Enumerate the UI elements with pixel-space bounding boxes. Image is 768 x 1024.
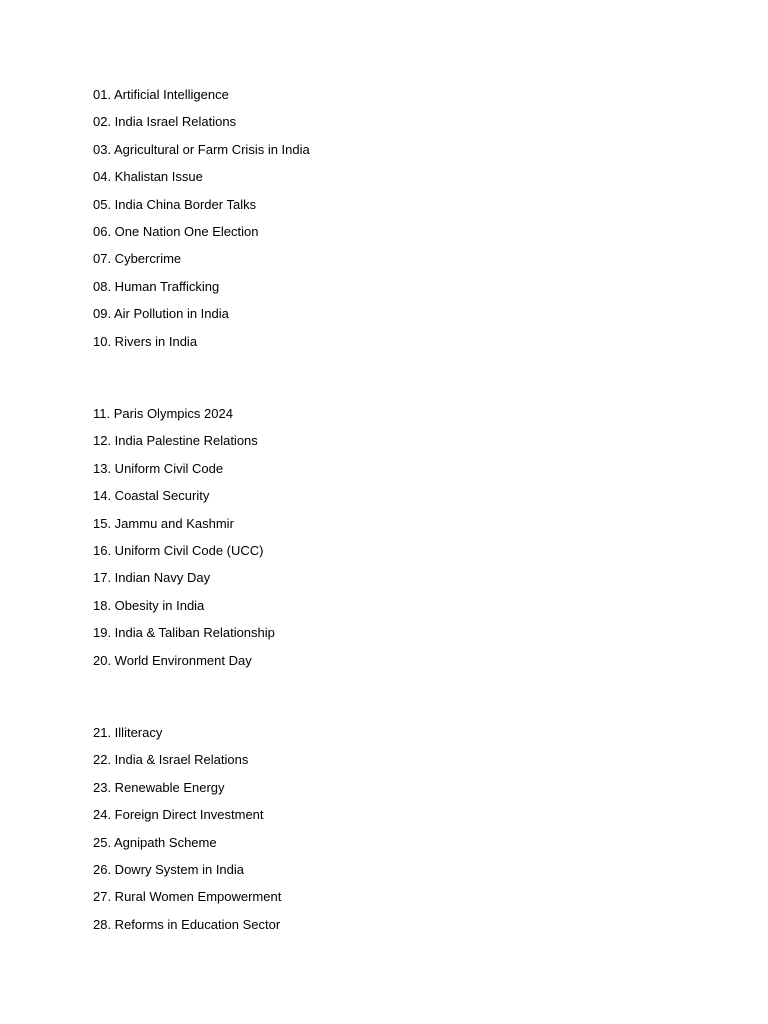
list-item: 03. Agricultural or Farm Crisis in India bbox=[93, 141, 310, 157]
list-item: 02. India Israel Relations bbox=[93, 114, 237, 130]
list-item: 15. Jammu and Kashmir bbox=[93, 515, 234, 531]
list-item: 21. Illiteracy bbox=[93, 725, 163, 740]
list-item: 14. Coastal Security bbox=[93, 488, 210, 504]
list-item: 05. India China Border Talks bbox=[93, 196, 257, 212]
list-item: 07. Cybercrime bbox=[93, 251, 182, 267]
topic-list-group-3 bbox=[93, 724, 281, 943]
list-item: 09. Air Pollution in India bbox=[93, 306, 229, 322]
topic-list-group-2 bbox=[93, 405, 275, 679]
list-item: 24. Foreign Direct Investment bbox=[93, 807, 264, 823]
list-item: 01. Artificial Intelligence bbox=[93, 87, 229, 102]
list-item: 12. India Palestine Relations bbox=[93, 433, 258, 449]
list-item: 18. Obesity in India bbox=[93, 597, 205, 613]
list-item: 08. Human Trafficking bbox=[93, 278, 220, 294]
list-item: 20. World Environment Day bbox=[93, 652, 252, 668]
list-item: 11. Paris Olympics 2024 bbox=[93, 406, 233, 421]
list-item: 10. Rivers in India bbox=[93, 333, 198, 349]
topic-list-group-1 bbox=[93, 86, 310, 360]
list-item: 27. Rural Women Empowerment bbox=[93, 889, 282, 905]
list-item: 19. India & Taliban Relationship bbox=[93, 625, 275, 641]
list-item: 28. Reforms in Education Sector bbox=[93, 916, 281, 932]
list-item: 16. Uniform Civil Code (UCC) bbox=[93, 542, 264, 558]
list-item: 22. India & Israel Relations bbox=[93, 752, 249, 768]
list-item: 23. Renewable Energy bbox=[93, 779, 225, 795]
list-item: 25. Agnipath Scheme bbox=[93, 834, 217, 850]
list-item: 26. Dowry System in India bbox=[93, 861, 245, 877]
list-item: 04. Khalistan Issue bbox=[93, 169, 203, 185]
list-item: 17. Indian Navy Day bbox=[93, 570, 211, 586]
list-item: 13. Uniform Civil Code bbox=[93, 460, 224, 476]
list-item: 06. One Nation One Election bbox=[93, 223, 259, 239]
